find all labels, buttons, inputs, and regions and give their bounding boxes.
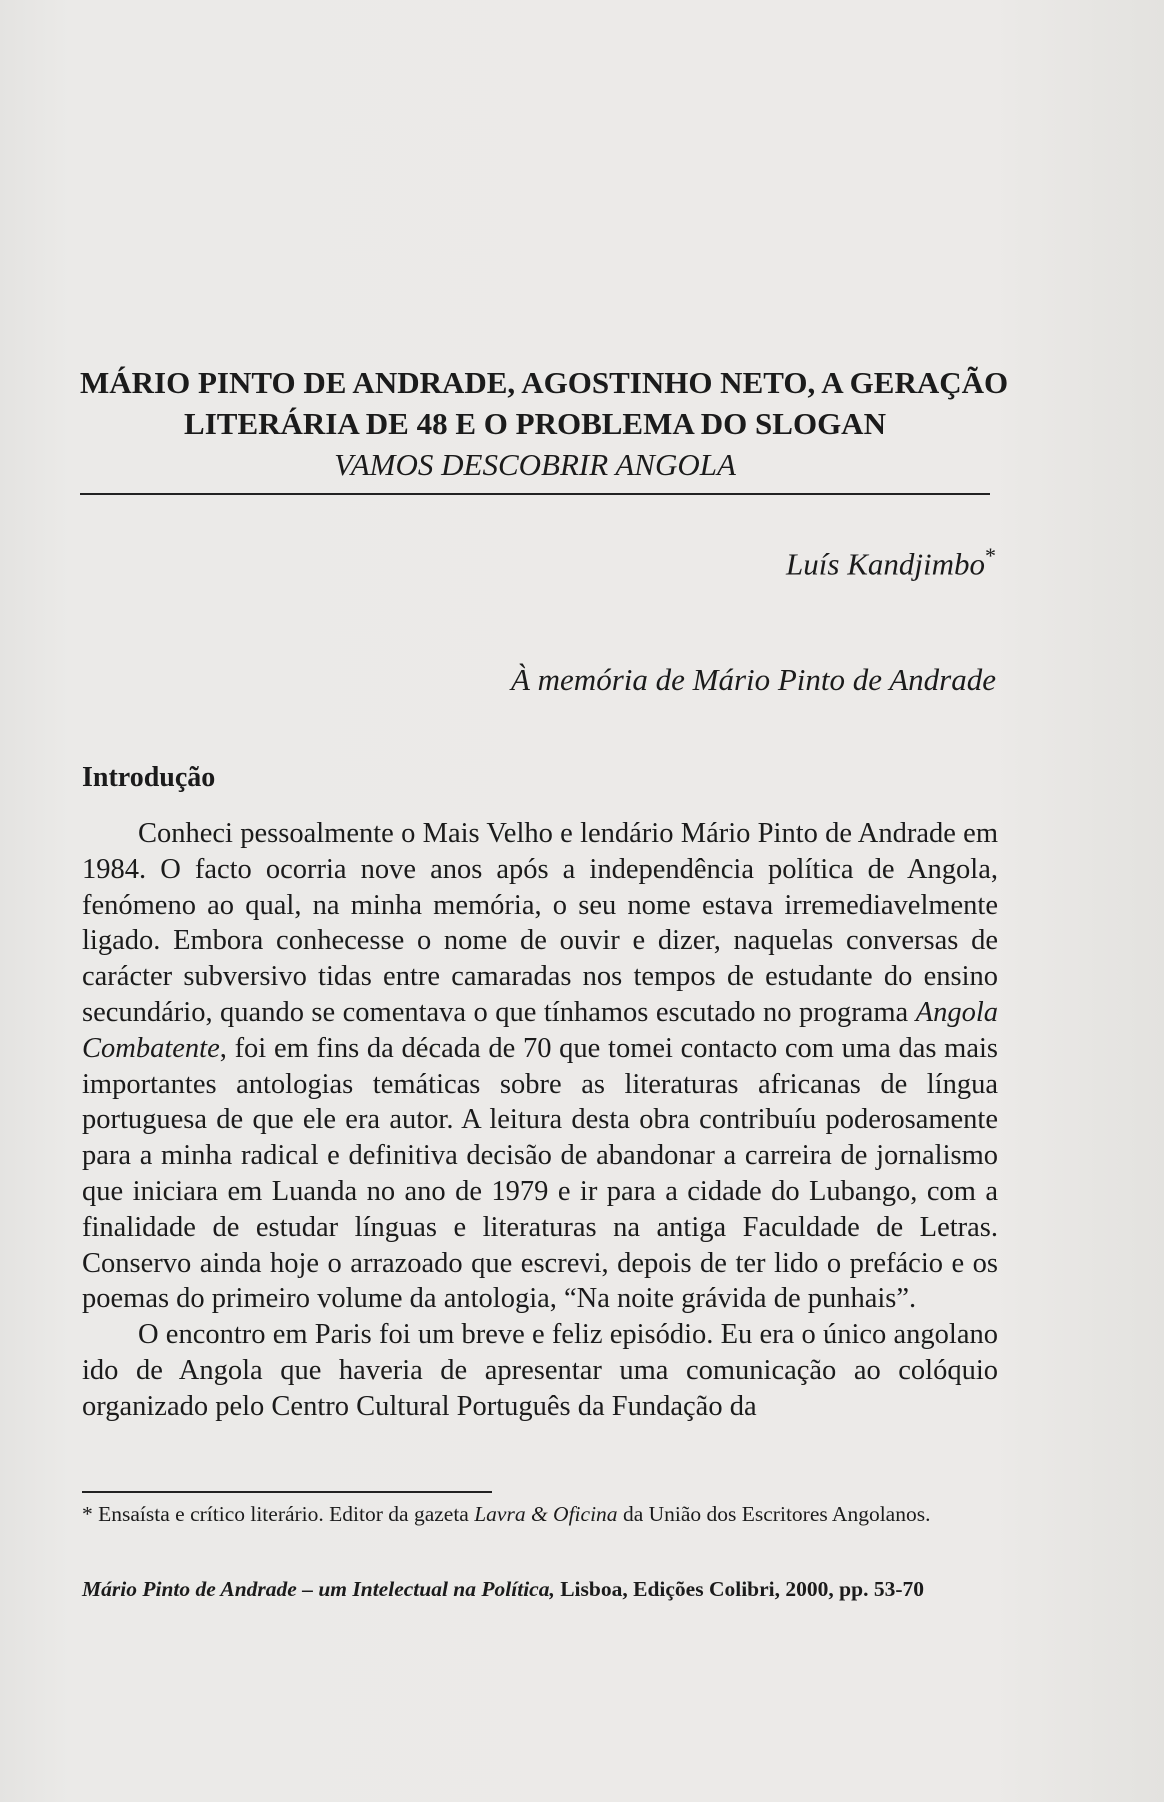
section-heading: Introdução xyxy=(82,762,216,793)
author-byline xyxy=(786,543,996,582)
paragraph-1 xyxy=(82,816,998,1317)
article-body xyxy=(82,816,998,1425)
article-title xyxy=(80,362,1009,485)
title-line-1: MÁRIO PINTO DE ANDRADE, AGOSTINHO NETO, A GERAÇÃO xyxy=(80,365,1009,400)
program-title: Angola Combatente xyxy=(82,996,998,1064)
footnote-text-a: Ensaísta e crítico literário. Editor da gazeta xyxy=(98,1502,475,1526)
paragraph-2: O encontro em Paris foi um breve e feliz episódio. Eu era o único angolano ido de Angola que haveria de apresentar uma comunicação ao colóquio organizado pelo Centro Cultural Português da Fundação da xyxy=(82,1319,998,1422)
footnote-text-b: da União dos Escritores Angolanos. xyxy=(617,1502,931,1526)
footnote-divider xyxy=(82,1491,492,1493)
book-title: Mário Pinto de Andrade – um Intelectual na Política, xyxy=(82,1577,555,1601)
title-divider xyxy=(80,493,990,495)
footnote xyxy=(82,1500,998,1529)
footnote-mark: * xyxy=(82,1502,93,1526)
paragraph-1-text-a: Conheci pessoalmente o Mais Velho e lendário Mário Pinto de Andrade em 1984. O facto ocorria nove anos após a independência política de Angola, fenómeno ao qual, na minha memória, o seu nome estava irremediavelmente ligado. Embora conhecesse o nome de ouvir e dizer, naquelas conversas de carácter subversivo tidas entre camaradas nos tempos de estudante do ensino secundário, quando se comentava o que tínhamos escutado no programa xyxy=(82,818,998,1028)
gazette-title: Lavra & Oficina xyxy=(474,1502,618,1526)
title-line-3: VAMOS DESCOBRIR ANGOLA xyxy=(334,447,736,482)
publication-details: Lisboa, Edições Colibri, 2000, pp. 53-70 xyxy=(554,1577,924,1601)
paragraph-1-text-b: , foi em fins da década de 70 que tomei contacto com uma das mais importantes antologias temáticas sobre as literaturas africanas de língua portuguesa de que ele era autor. A leitura desta obra contribuíu poderosamente para a minha radical e definitiva decisão de abandonar a carreira de jornalismo que iniciara em Luanda no ano de 1979 e ir para a cidade do Lubango, com a finalidade de estudar línguas e literaturas na antiga Faculdade de Letras. Conservo ainda hoje o arrazoado que escrevi, depois de ter lido o prefácio e os poemas do primeiro volume da antologia, “Na noite grávida de punhais”. xyxy=(82,1032,998,1315)
dedication: À memória de Mário Pinto de Andrade xyxy=(510,662,996,697)
source-citation xyxy=(82,1577,924,1602)
author-footnote-mark: * xyxy=(985,543,996,568)
title-line-2: LITERÁRIA DE 48 E O PROBLEMA DO SLOGAN xyxy=(184,406,886,441)
author-name: Luís Kandjimbo xyxy=(786,546,985,582)
